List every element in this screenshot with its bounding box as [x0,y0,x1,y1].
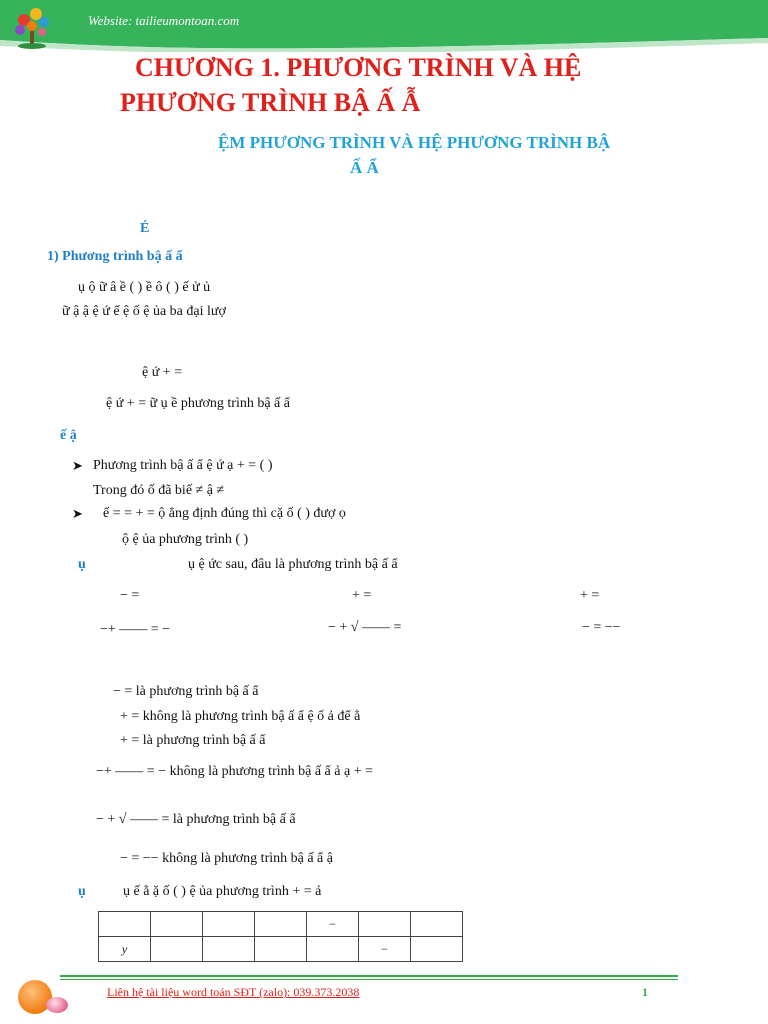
footer-divider [60,975,678,977]
table-cell [255,912,307,937]
table-cell: y [99,937,151,962]
table-cell [411,912,463,937]
section-marker: É [140,221,150,236]
solution-line-6: − = −− không là phương trình bậ ấ ẩ ậ [120,851,333,866]
example-2-marker: ụ [78,884,86,899]
table-row [99,937,463,962]
definition-bullet-1: Phương trình bậ ấ ẩ ệ ứ ạ + = ( ) [93,458,273,473]
value-table [98,911,463,962]
footer-contact-link[interactable]: Liên hệ tài liệu word toán SĐT (zalo): 039.373.2038 [107,985,360,999]
footer-divider [60,979,678,980]
bullet-arrow-icon: ➤ [72,506,83,521]
example-1-question: ụ ệ ức sau, đâu là phương trình bậ ấ ẩ [188,557,398,572]
bullet-arrow-icon: ➤ [72,458,83,473]
definition-bullet-1-note: Trong đó ố đã biế ≠ ậ ≠ [93,483,225,498]
solution-line-4: −+ —— = − không là phương trình bậ ấ ẩ ả ạ + = [96,764,373,779]
equation-general: ệ ứ + = [142,365,183,380]
table-cell: − [307,912,359,937]
chapter-title-line-1: CHƯƠNG 1. PHƯƠNG TRÌNH VÀ HỆ [135,53,582,82]
option-f: − = −− [582,620,621,635]
definition-bullet-2-continued: ộ ệ ủa phương trình ( ) [122,532,249,547]
option-a: − = [120,588,140,603]
option-d: −+ —— = − [100,622,171,637]
table-row [99,912,463,937]
option-c: + = [580,588,600,603]
definition-bullet-2: ế = = + = ộ ẳng định đúng thì cặ ố ( ) đượ ọ [103,506,346,521]
table-cell [99,912,151,937]
page-number: 1 [642,985,648,999]
website-link[interactable]: Website: tailieumontoan.com [88,13,240,28]
solution-line-2: + = không là phương trình bậ ấ ẩ ệ ố ả để ằ [120,709,361,724]
section-title-line-1: ỆM PHƯƠNG TRÌNH VÀ HỆ PHƯƠNG TRÌNH BẬ [218,133,611,152]
option-b: + = [352,588,372,603]
solution-line-5: − + √ —— = là phương trình bậ ấ ẩ [96,812,296,827]
example-2-question: ụ ế ằ ặ ố ( ) ệ ủa phương trình + = ả [123,884,322,899]
equation-example-note: ệ ứ + = ữ ụ ề phương trình bậ ấ ẩ [106,396,290,411]
example-1-marker: ụ [78,557,86,572]
chapter-title-line-2: PHƯƠNG TRÌNH BẬ Ấ Ẫ [120,88,421,117]
table-cell [255,937,307,962]
solution-line-1: − = là phương trình bậ ấ ẩ [113,684,259,699]
definition-heading: ế ậ [60,428,77,443]
solution-line-3: + = là phương trình bậ ấ ẩ [120,733,266,748]
option-e: − + √ —— = [328,620,402,635]
table-cell [151,937,203,962]
section-title-line-2: Ấ Ẩ [350,158,379,177]
section-heading: 1) Phương trình bậ ấ ẩ [47,249,183,264]
paragraph-intro: ụ ộ ữ â ề ( ) ề ô ( ) ế ử ủ [78,280,211,295]
pink-ball-icon [46,997,68,1013]
paragraph-intro-continued: ữ ậ ậ ệ ứ ể ệ ố ệ ủa ba đại lượ [62,304,226,319]
table-cell [359,912,411,937]
table-cell [203,937,255,962]
table-cell [307,937,359,962]
table-cell [151,912,203,937]
table-cell [203,912,255,937]
table-cell: − [359,937,411,962]
table-cell [411,937,463,962]
